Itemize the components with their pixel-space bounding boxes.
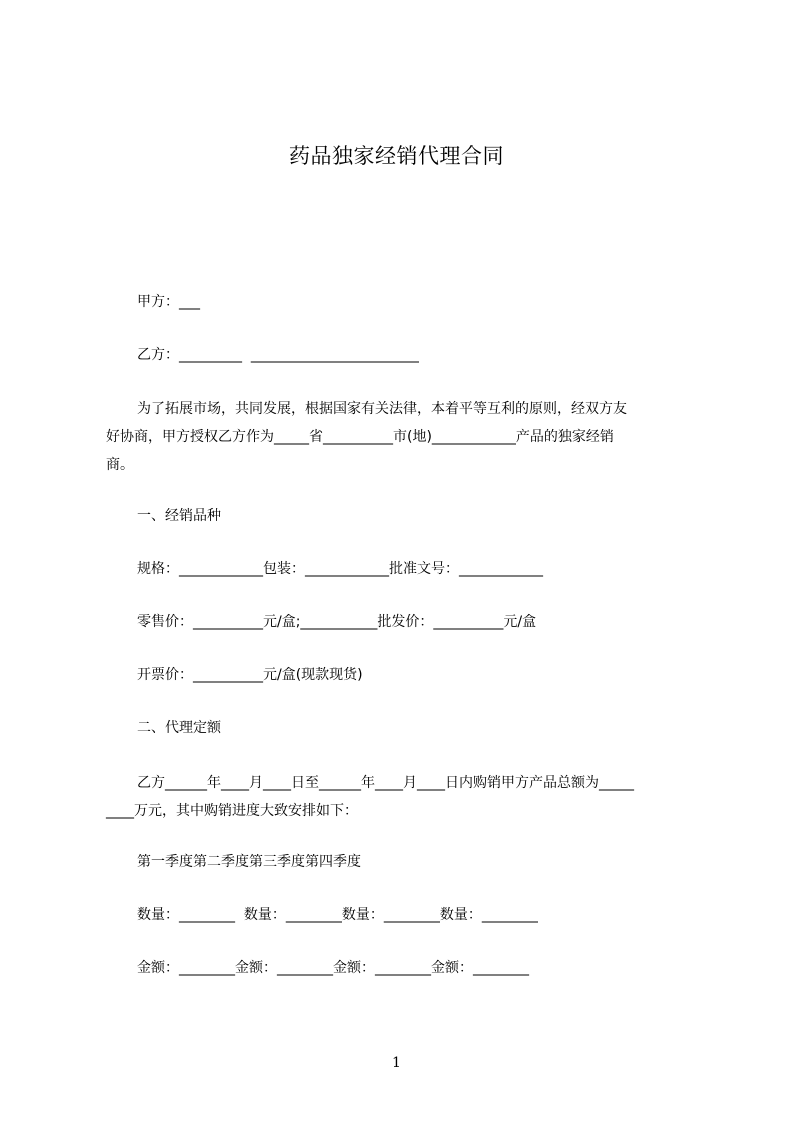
document-title: 药品独家经销代理合同 [289, 144, 504, 168]
price-line: 零售价：__________元/盒;___________批发价：__________元/盒 [137, 614, 537, 630]
spec-line: 规格：____________包装：____________批准文号：____________ [137, 561, 543, 577]
party-a-line: 甲方：___ [137, 294, 200, 310]
party-b-line: 乙方：_________ ________________________ [137, 347, 419, 363]
section-1-heading: 一、经销品种 [137, 508, 221, 524]
quantity-line: 数量：________ 数量：________数量：________数量：________ [137, 907, 538, 923]
invoice-price-line: 开票价：__________元/盒(现款现货) [137, 667, 363, 683]
amount-line: 金额：________金额：________金额：________金额：________ [137, 960, 529, 976]
quota-line-1: 乙方______年____月____日至______年____月____日内购销甲方产品总额为_____ [137, 775, 634, 791]
page-number: 1 [392, 1055, 401, 1071]
intro-paragraph-line-3: 商。 [106, 457, 134, 473]
quarters-line: 第一季度第二季度第三季度第四季度 [137, 854, 361, 870]
section-2-heading: 二、代理定额 [137, 720, 221, 736]
intro-paragraph-line-2: 好协商，甲方授权乙方作为_____省__________市(地)____________产品的独家经销 [106, 429, 614, 445]
intro-paragraph-line-1: 为了拓展市场，共同发展，根据国家有关法律，本着平等互利的原则，经双方友 [137, 401, 627, 417]
quota-line-2: ____万元，其中购销进度大致安排如下： [106, 803, 358, 819]
